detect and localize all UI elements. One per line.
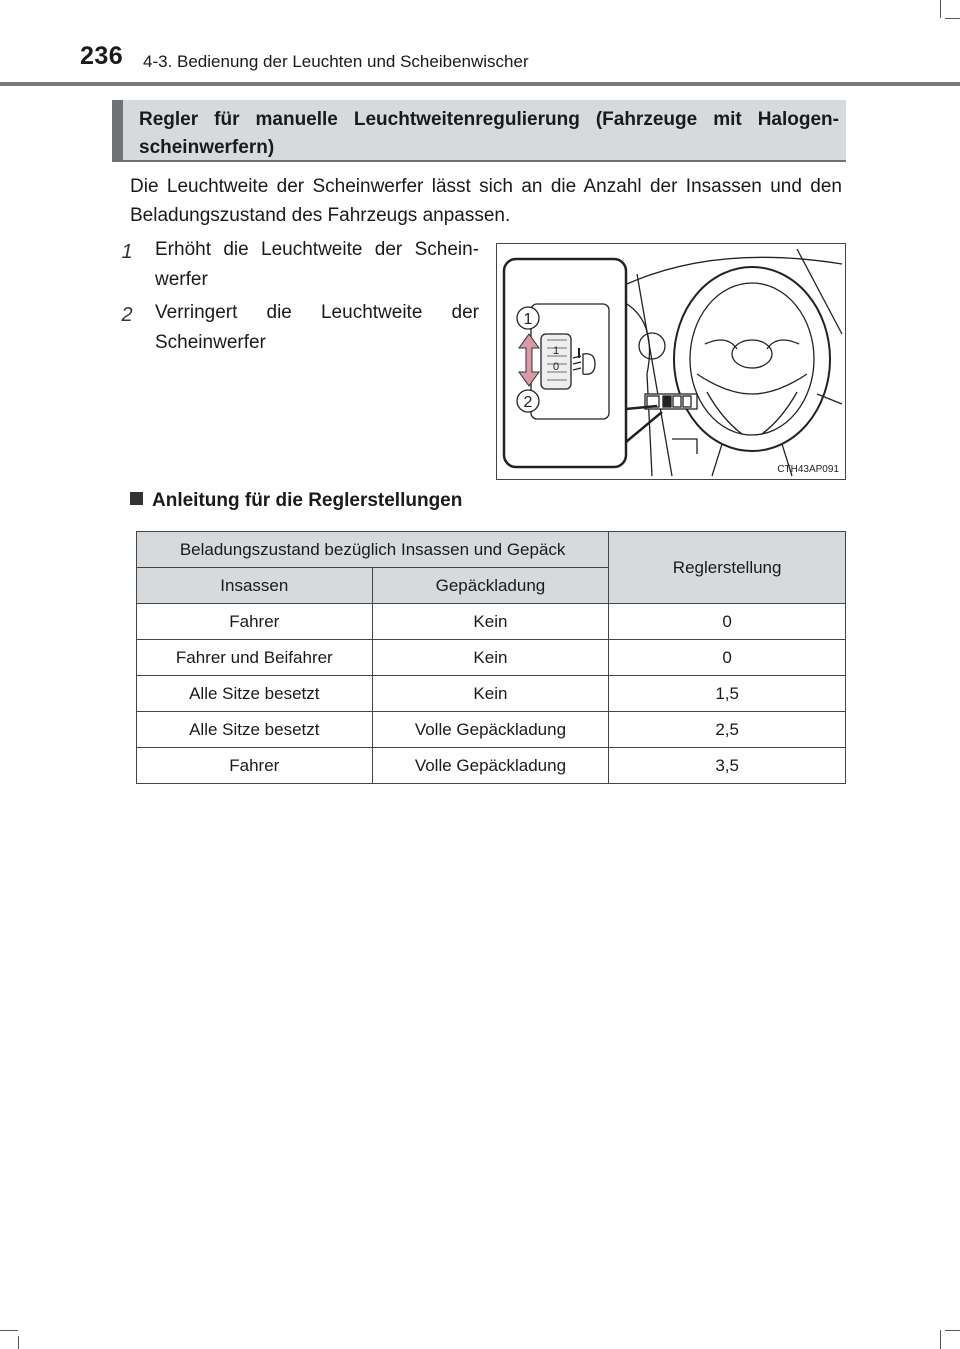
cell-occupants: Alle Sitze besetzt — [137, 712, 373, 748]
table-row — [137, 712, 846, 748]
callout-2-label: 2 — [523, 394, 533, 411]
crop-mark — [945, 1330, 960, 1331]
intro-paragraph: Die Leuchtweite der Scheinwerfer lässt sich an die Anzahl der Insassen und den Beladungszustand des Fahrzeugs anpassen. — [130, 176, 842, 226]
cell-setting: 2,5 — [609, 712, 846, 748]
subsection-title: Anleitung für die Reglerstellungen — [152, 490, 463, 511]
cell-occupants: Alle Sitze besetzt — [137, 676, 373, 712]
step-text: Verringert die Leuchtweite der Scheinwerfer — [155, 302, 479, 353]
cell-occupants: Fahrer und Beifahrer — [137, 640, 373, 676]
cell-occupants: Fahrer — [137, 604, 373, 640]
cell-luggage: Kein — [372, 604, 609, 640]
header-rule — [0, 82, 960, 86]
cell-luggage: Volle Gepäckladung — [372, 712, 609, 748]
table-row — [137, 640, 846, 676]
step-number: 1 — [121, 241, 133, 263]
regulator-setting-table — [136, 531, 846, 784]
crop-mark — [940, 1330, 941, 1349]
dial-label-0: 0 — [552, 361, 560, 373]
header-occupants: Insassen — [137, 568, 373, 604]
illustration-svg — [497, 244, 846, 480]
header-load-condition: Beladungszustand bezüglich Insassen und Gepäck — [137, 532, 609, 568]
square-bullet-icon — [130, 492, 143, 505]
cell-setting: 1,5 — [609, 676, 846, 712]
crop-mark — [0, 1330, 18, 1331]
section-heading-box — [112, 100, 846, 162]
cell-occupants: Fahrer — [137, 748, 373, 784]
header-regulator-setting: Reglerstellung — [609, 532, 846, 604]
table-row — [137, 676, 846, 712]
table-header-row — [137, 532, 846, 568]
step-text: Erhöht die Leuchtweite der Schein-werfer — [155, 239, 479, 290]
header-luggage: Gepäckladung — [372, 568, 609, 604]
step-number: 2 — [121, 304, 133, 326]
section-title: Regler für manuelle Leuchtweitenregulierung (Fahrzeuge mit Halogen-scheinwerfern) — [139, 109, 839, 158]
table-row — [137, 748, 846, 784]
cell-luggage: Volle Gepäckladung — [372, 748, 609, 784]
dial-label-1: 1 — [552, 345, 560, 357]
cell-setting: 0 — [609, 640, 846, 676]
cell-luggage: Kein — [372, 640, 609, 676]
crop-mark — [945, 18, 960, 19]
cell-setting: 0 — [609, 604, 846, 640]
cell-setting: 3,5 — [609, 748, 846, 784]
figure-code: CTH43AP091 — [777, 464, 839, 475]
steering-wheel-dial-illustration — [496, 243, 846, 480]
callout-1-label: 1 — [523, 311, 533, 328]
cell-luggage: Kein — [372, 676, 609, 712]
table-row — [137, 604, 846, 640]
subsection-heading — [130, 490, 462, 512]
chapter-title: 4-3. Bedienung der Leuchten und Scheibenwischer — [143, 52, 529, 71]
crop-mark — [940, 0, 941, 18]
crop-mark — [18, 1336, 19, 1349]
page-number: 236 — [80, 42, 124, 70]
